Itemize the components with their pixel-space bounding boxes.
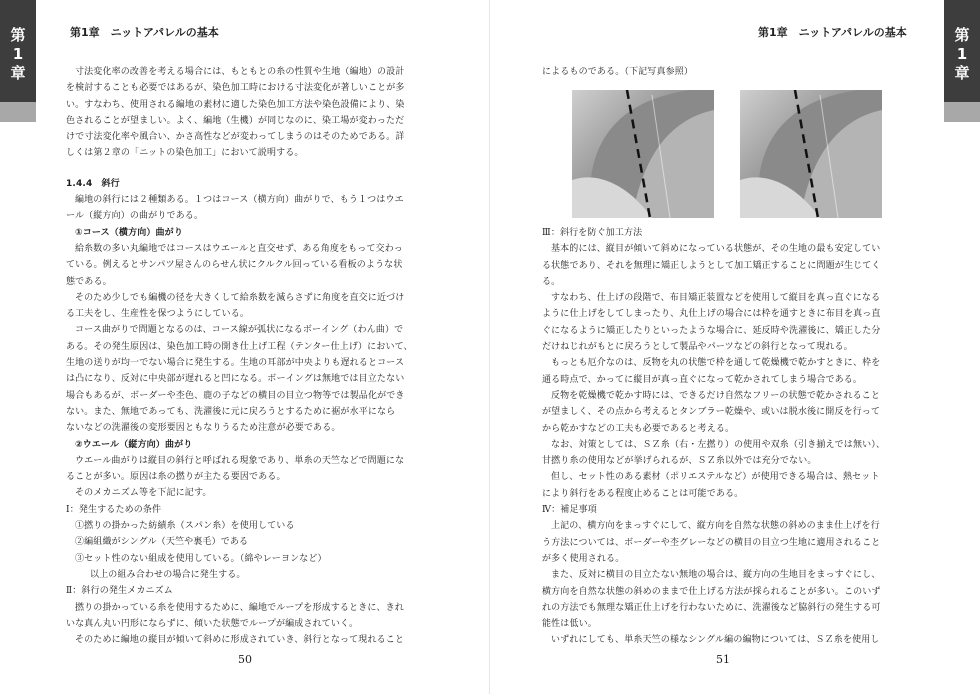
text-line: いずれにしても、単糸天竺の様なシングル編の編物については、ＳＺ糸を使用し xyxy=(551,635,880,646)
chapter-thumb-band xyxy=(0,102,36,122)
text-line: ように仕上げをしてしまったり、丸仕上げの場合には枠を通すときに布目を真っ直 xyxy=(542,309,881,320)
section-heading: 1.4.4 斜行 xyxy=(66,178,120,189)
text-line: ない。また、無地であっても、洗濯後に元に戻ろうとするために裾が水平になら xyxy=(66,406,396,417)
chapter-thumb-text: 章 xyxy=(954,64,970,82)
text-line: コース曲がりで問題となるのは、コース線が弧状になるボーイング（わん曲）で xyxy=(75,325,404,336)
text-line: ①撚りの掛かった紡績糸（スパン糸）を使用している xyxy=(75,521,295,532)
text-line: 基本的には、縦目が傾いて斜めになっている状態が、その生地の最も安定してい xyxy=(551,244,881,255)
text-line: ある。その発生原因は、染色加工時の開き仕上げ工程（テンター仕上げ）において、 xyxy=(66,341,413,352)
text-line: けで寸法変化率や風合い、かさ高性などが変わってしまうのはそのためである。詳 xyxy=(66,132,405,143)
text-line: 上記の、横方向をまっすぐにして、縦方向を自然な状態の斜めのまま仕上げを行 xyxy=(551,521,880,532)
text-line: 反物を乾燥機で乾かす時には、できるだけ自然なフリーの状態で乾かされること xyxy=(551,390,881,401)
text-line: だけねじれがもとに戻ろうとして製品やパーツなどの斜行となって現れる。 xyxy=(542,342,853,353)
page-number: 50 xyxy=(238,653,252,666)
text-line: 通る時点で、かってに縦目が真っ直ぐになって乾かされてしまう場合である。 xyxy=(542,374,863,385)
page-number: 51 xyxy=(716,653,730,666)
text-line: によるものである。（下記写真参照） xyxy=(542,67,694,77)
fabric-photo xyxy=(740,90,882,218)
text-line: ることが多い。原因は糸の撚りが主たる要因である。 xyxy=(66,472,286,483)
body-text-intro xyxy=(542,64,914,80)
text-line: 場合もあるが、ボーダーや杢色、鹿の子などの横目の目立つ物等では製品化ができ xyxy=(66,390,405,401)
text-line: る。 xyxy=(542,276,561,287)
text-line: Ⅰ：発生するための条件 xyxy=(66,504,162,515)
text-line: 生地の送りが均一でない場合に発生する。生地の耳部が中央よりも遅れるとコース xyxy=(66,358,405,369)
text-line: そのメカニズム等を下記に記す。 xyxy=(75,488,212,499)
text-line: う方法については、ボーダーや杢グレーなどの横目の目立つ生地に適用されること xyxy=(542,537,881,548)
chapter-thumb-text: 1 xyxy=(12,45,24,63)
running-head: 第1章 ニットアパレルの基本 xyxy=(758,26,907,39)
text-line: 横方向を自然な状態の斜めのままで仕上げる方法が採られることが多い。このいず xyxy=(542,586,881,597)
text-line: すなわち、仕上げの段階で、布目矯正装置などを使用して縦目を真っ直ぐになる xyxy=(551,293,881,304)
text-line: ている。例えるとサンパツ屋さんのらせん状にクルクル回っている看板のような状 xyxy=(66,260,403,271)
text-line: 撚りの掛かっている糸を使用するために、編地でループを形成するときに、きれ xyxy=(75,602,404,613)
chapter-thumb-text: 章 xyxy=(10,64,26,82)
body-text xyxy=(542,225,914,649)
chapter-thumb-text: 1 xyxy=(956,45,968,63)
running-head: 第1章 ニットアパレルの基本 xyxy=(70,26,219,39)
text-line: い。すなわち、使用される編地の素材に適した染色加工方法や染色設備により、染 xyxy=(66,99,405,110)
text-line: から乾かすなどの工夫も必要であると考える。 xyxy=(542,423,735,434)
chapter-thumb-text: 第 xyxy=(954,26,970,44)
text-line: そのために編地の縦目が傾いて斜めに形成されていき、斜行となって現れること xyxy=(75,635,405,646)
chapter-thumb-band xyxy=(944,102,980,122)
text-line: Ⅱ：斜行の発生メカニズム xyxy=(66,586,173,597)
text-line: 色されることが望ましい。よく、編地（生機）が同じなのに、染工場が変わっただ xyxy=(66,115,405,126)
text-line: Ⅲ：斜行を防ぐ加工方法 xyxy=(542,228,643,238)
text-line: ール（縦方向）の曲がりである。 xyxy=(66,211,204,222)
text-line: もっとも厄介なのは、反物を丸の状態で枠を通して乾燥機で乾かすときに、枠を xyxy=(551,358,881,369)
text-line: 給糸数の多い丸編地ではコースはウエールと直交せず、ある角度をもって交わっ xyxy=(75,243,403,254)
text-line: 寸法変化率の改善を考える場合には、もともとの糸の性質や生地（編地）の設計 xyxy=(75,67,405,77)
text-line: ②編組織がシングル（天竺や裏毛）である xyxy=(75,537,249,548)
text-line: を検討することも必要ではあるが、染色加工時における寸法変化が著しいことが多 xyxy=(66,83,405,94)
text-line: る工夫をし、生産性を保つようにしている。 xyxy=(66,309,250,320)
text-line: 能性は低い。 xyxy=(542,619,597,630)
text-line: また、反対に横目の目立たない無地の場合は、縦方向の生地目をまっすぐにし、 xyxy=(551,570,881,581)
text-line: が望ましく、その点から考えるとタンブラー乾燥や、或いは脱水後に開反を行って xyxy=(542,407,881,418)
right-page xyxy=(490,0,980,694)
text-line: 以上の組み合わせの場合に発生する。 xyxy=(90,569,246,580)
text-line: 態である。 xyxy=(66,276,112,287)
fabric-photo xyxy=(572,90,714,218)
text-line: ウエール曲がりは縦目の斜行と呼ばれる現象であり、単糸の天竺などで問題にな xyxy=(75,455,405,466)
text-line: しくは第２章の「ニットの染色加工」において説明する。 xyxy=(66,148,304,159)
text-line: は凸になり、反対に中央部が遅れると凹になる。ボーイングは無地では目立たない xyxy=(66,374,405,385)
text-line: が多く使用される。 xyxy=(542,553,625,564)
text-line: ないなどの洗濯後の変形要因ともなりうるため注意が必要である。 xyxy=(66,423,341,434)
section-heading: ②ウエール（縦方向）曲がり xyxy=(75,439,193,450)
text-line: 甘撚り糸の使用などが挙げられるが、ＳＺ糸以外では充分でない。 xyxy=(542,456,817,467)
body-text xyxy=(66,64,438,648)
text-line: ③セット性のない組成を使用している。（綿やレーヨンなど） xyxy=(75,553,327,564)
chapter-thumb-text: 第 xyxy=(10,26,26,44)
text-line: る状態であり、それを無理に矯正しようとして加工矯正することに問題が生じてく xyxy=(542,260,881,271)
text-line: 但し、セット性のある素材（ポリエステルなど）が使用できる場合は、熱セット xyxy=(551,472,880,483)
text-line: いな真ん丸い円形にならずに、傾いた状態でループが編成されていく。 xyxy=(66,618,359,629)
text-line: れの方法でも無理な矯正仕上げを行わないために、洗濯後など脇斜行の発生する可 xyxy=(542,602,881,613)
text-line: 編地の斜行には２種類ある。１つはコース（横方向）曲がりで、もう１つはウエ xyxy=(75,195,404,206)
section-heading: ①コース（横方向）曲がり xyxy=(75,227,183,238)
text-line: そのため少しでも編機の径を大きくして給糸数を減らさずに角度を直交に近づけ xyxy=(75,292,405,303)
text-line: ぐになるように矯正したりといったような場合に、延反時や洗濯後に、矯正した分 xyxy=(542,325,881,336)
photo-pair xyxy=(572,90,892,218)
text-line: Ⅳ：補足事項 xyxy=(542,505,597,516)
text-line: なお、対策としては、ＳＺ糸（右・左撚り）の使用や双糸（引き揃えでは無い）、 xyxy=(551,439,886,450)
text-line: により斜行をある程度止めることは可能である。 xyxy=(542,488,744,499)
